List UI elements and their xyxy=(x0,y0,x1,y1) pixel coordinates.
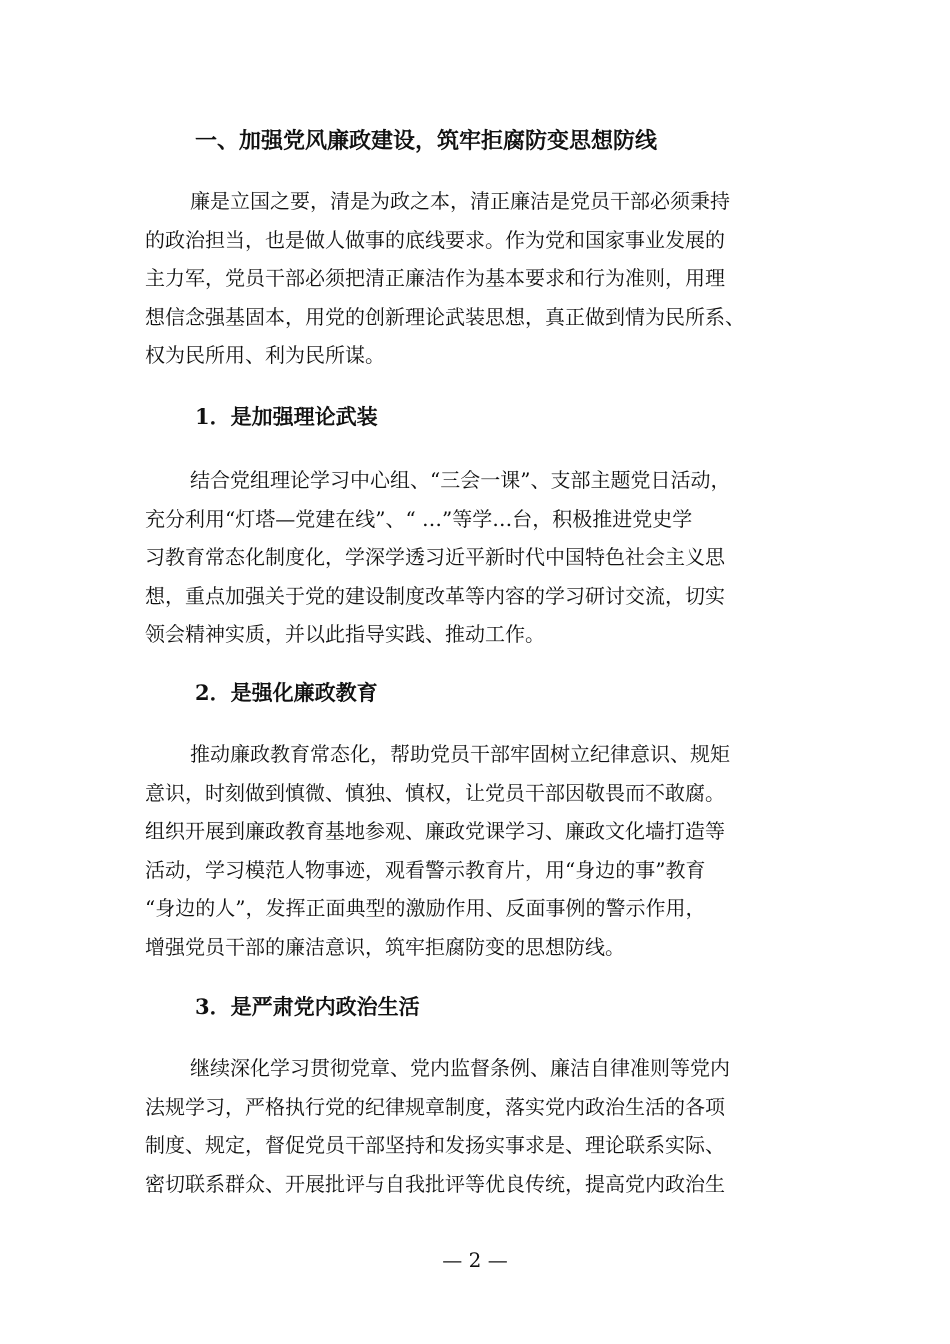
paragraph-line: 继续深化学习贯彻党章、党内监督条例、廉洁自律准则等党内 xyxy=(190,1056,730,1080)
intro-paragraph xyxy=(145,182,825,375)
paragraph-line: 密切联系群众、开展批评与自我批评等优良传统，提高党内政治生 xyxy=(145,1171,725,1196)
paragraph-line: 领会精神实质，并以此指导实践、推动工作。 xyxy=(145,622,545,646)
paragraph-line: 意识，时刻做到慎微、慎独、慎权，让党员干部因敬畏而不敢腐。 xyxy=(145,780,725,805)
paragraph-line: 权为民所用、利为民所谋。 xyxy=(145,343,385,367)
paragraph-line: 增强党员干部的廉洁意识，筑牢拒腐防变的思想防线。 xyxy=(145,934,625,959)
subsection-paragraph-1 xyxy=(145,461,825,654)
paragraph-line: “身边的人”，发挥正面典型的激励作用、反面事例的警示作用， xyxy=(145,896,706,920)
paragraph-line: 组织开展到廉政教育基地参观、廉政党课学习、廉政文化墙打造等 xyxy=(145,819,725,843)
subsection-title-2: 2．是强化廉政教育 xyxy=(195,680,378,705)
subsection-paragraph-2 xyxy=(145,735,825,966)
paragraph-line: 活动，学习模范人物事迹，观看警示教育片，用“身边的事”教育 xyxy=(145,857,706,882)
paragraph-line: 推动廉政教育常态化，帮助党员干部牢固树立纪律意识、规矩 xyxy=(190,742,730,766)
paragraph-line: 的政治担当，也是做人做事的底线要求。作为党和国家事业发展的 xyxy=(145,227,725,252)
paragraph-line: 制度、规定，督促党员干部坚持和发扬实事求是、理论联系实际、 xyxy=(145,1133,725,1157)
paragraph-line: 法规学习，严格执行党的纪律规章制度，落实党内政治生活的各项 xyxy=(145,1094,725,1119)
page-number: — 2 — xyxy=(442,1248,508,1272)
subsection-paragraph-3 xyxy=(145,1049,825,1203)
paragraph-line: 结合党组理论学习中心组、“三会一课”、支部主题党日活动， xyxy=(190,468,731,492)
paragraph-line: 廉是立国之要，清是为政之本，清正廉洁是党员干部必须秉持 xyxy=(190,189,730,213)
section-heading: 一、加强党风廉政建设，筑牢拒腐防变思想防线 xyxy=(195,128,658,154)
paragraph-line: 想信念强基固本，用党的创新理论武装思想，真正做到情为民所系、 xyxy=(145,304,745,329)
subsection-title-1: 1．是加强理论武装 xyxy=(195,404,378,429)
paragraph-line: 想，重点加强关于党的建设制度改革等内容的学习研讨交流，切实 xyxy=(145,583,725,608)
paragraph-line: 充分利用“灯塔—党建在线”、“ …”等学…台，积极推进党史学 xyxy=(145,506,693,531)
subsection-title-3: 3．是严肃党内政治生活 xyxy=(195,994,420,1019)
paragraph-line: 习教育常态化制度化，学深学透习近平新时代中国特色社会主义思 xyxy=(145,545,725,569)
paragraph-line: 主力军，党员干部必须把清正廉洁作为基本要求和行为准则，用理 xyxy=(145,266,725,290)
